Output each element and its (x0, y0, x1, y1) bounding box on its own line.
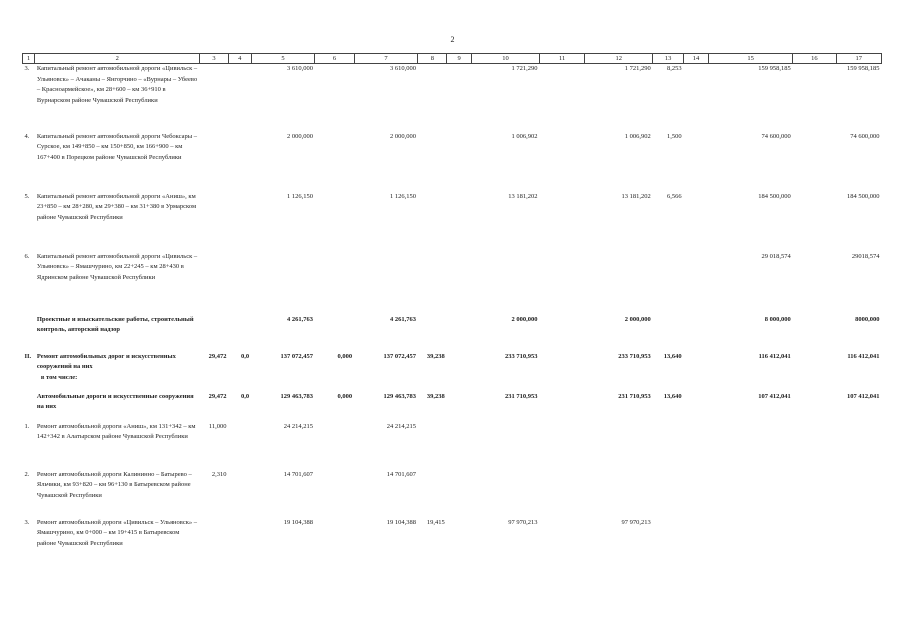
column-header: 10 (471, 54, 539, 64)
row-value: 39,238 (426, 352, 445, 360)
row-value: 74 600,000 (761, 132, 791, 140)
row-value (539, 132, 584, 192)
row-value: 1 006,902 (511, 132, 538, 140)
row-value (228, 470, 251, 518)
column-header: 14 (684, 54, 709, 64)
row-value (447, 252, 472, 315)
row-value (653, 422, 684, 470)
row-value (315, 315, 354, 352)
table-row (23, 252, 882, 315)
row-value (653, 470, 684, 518)
row-value (539, 192, 584, 252)
row-value: 233 710,953 (618, 352, 651, 360)
row-value (793, 352, 836, 392)
row-value (418, 252, 447, 315)
row-value: 129 463,783 (383, 392, 416, 400)
row-value: 8,253 (667, 65, 682, 72)
row-value: 1 126,150 (286, 192, 313, 200)
row-value (539, 64, 584, 132)
row-value (418, 422, 447, 470)
row-value (315, 470, 354, 518)
row-description: Ремонт автомобильной дороги Калининно – Батырево – Яльчики, км 93+820 – км 96+130 в Батыревском районе Чувашской Республики (36, 470, 192, 499)
row-value: 116 412,041 (847, 352, 880, 360)
row-value: 107 412,041 (847, 392, 880, 400)
row-value (447, 470, 472, 518)
row-description (35, 352, 200, 392)
row-index (23, 315, 35, 352)
row-value (585, 252, 653, 315)
row-value (354, 252, 418, 315)
row-value (684, 422, 709, 470)
row-value (315, 192, 354, 252)
row-value: 8000,000 (855, 315, 880, 323)
row-value: 1 721,290 (511, 65, 538, 72)
row-value (539, 352, 584, 392)
row-value (793, 422, 836, 470)
row-value (228, 132, 251, 192)
row-value (447, 64, 472, 132)
row-value (653, 252, 684, 315)
row-value (539, 470, 584, 518)
table-row (23, 392, 882, 422)
row-value: 3 610,000 (286, 65, 313, 72)
row-value: 19 104,388 (283, 518, 313, 526)
row-value: 2 000,000 (624, 315, 651, 323)
row-value (447, 352, 472, 392)
row-value (793, 518, 836, 578)
row-value: 6,566 (667, 192, 682, 200)
column-header: 2 (35, 54, 200, 64)
row-value (539, 315, 584, 352)
row-description: Ремонт автомобильной дороги «Аниш», км 131+342 – км 142+342 в Алатырском районе Чувашской Республики (36, 422, 196, 440)
row-value: 97 970,213 (508, 518, 538, 526)
row-value (315, 64, 354, 132)
row-value: 14 701,607 (283, 470, 313, 478)
row-value: 24 214,215 (386, 422, 416, 430)
row-value (315, 422, 354, 470)
row-value (684, 64, 709, 132)
row-value: 13,640 (663, 352, 682, 360)
row-value (539, 252, 584, 315)
data-table (22, 53, 882, 578)
row-value (684, 315, 709, 352)
row-value (471, 252, 539, 315)
row-value (228, 315, 251, 352)
row-value: 0,000 (337, 392, 353, 400)
column-header: 17 (836, 54, 881, 64)
row-value (585, 470, 653, 518)
row-value (447, 132, 472, 192)
row-value (793, 315, 836, 352)
row-value: 29018,574 (851, 252, 880, 260)
row-value: 29,472 (208, 352, 227, 360)
row-value (684, 192, 709, 252)
row-value: 107 412,041 (758, 392, 791, 400)
row-value (228, 252, 251, 315)
row-value: 8 000,000 (764, 315, 791, 323)
row-value (585, 422, 653, 470)
row-value (793, 470, 836, 518)
row-value: 3 610,000 (389, 65, 416, 72)
row-value (539, 518, 584, 578)
row-value (418, 315, 447, 352)
row-value (251, 252, 315, 315)
row-value (708, 422, 792, 470)
row-value: 74 600,000 (850, 132, 880, 140)
table-row (23, 132, 882, 192)
row-subcaption: в том числе: (40, 373, 78, 381)
row-value (315, 518, 354, 578)
column-header: 13 (653, 54, 684, 64)
row-index: 3. (24, 65, 30, 72)
row-value (200, 64, 229, 132)
row-value (200, 192, 229, 252)
row-value: 0,0 (241, 352, 250, 360)
row-value (539, 422, 584, 470)
row-value (200, 132, 229, 192)
column-header: 7 (354, 54, 418, 64)
row-value (418, 132, 447, 192)
table-row (23, 470, 882, 518)
row-value: 1 006,902 (624, 132, 651, 140)
row-description: Проектные и изыскательские работы, строительный контроль, авторский надзор (36, 315, 194, 333)
row-value: 2 000,000 (286, 132, 313, 140)
row-index (23, 392, 35, 422)
row-value (684, 470, 709, 518)
row-value: 137 072,457 (280, 352, 313, 360)
column-number-row (23, 54, 882, 64)
row-value: 13 181,202 (508, 192, 538, 200)
row-value: 13 181,202 (621, 192, 651, 200)
row-index: 4. (24, 132, 30, 140)
row-value (793, 392, 836, 422)
table-row (23, 64, 882, 132)
row-value: 1,500 (667, 132, 682, 140)
row-value: 29,472 (208, 392, 227, 400)
row-value: 233 710,953 (504, 352, 538, 360)
row-value (793, 192, 836, 252)
row-value (228, 518, 251, 578)
row-value: 2 000,000 (511, 315, 538, 323)
column-header: 6 (315, 54, 354, 64)
row-value (793, 64, 836, 132)
column-header: 15 (708, 54, 792, 64)
row-value (200, 518, 229, 578)
row-value (684, 352, 709, 392)
column-header: 12 (585, 54, 653, 64)
row-description: Автомобильные дороги и искусственные сооружения на них (36, 392, 194, 410)
row-value: 29 018,574 (761, 252, 791, 260)
row-value (684, 252, 709, 315)
row-value (418, 192, 447, 252)
row-value (228, 64, 251, 132)
row-description: Капитальный ремонт автомобильной дороги Чебоксары – Сурское, км 149+850 – км 150+850, км 166+900 – км 167+400 в Порецком районе Чувашской Республики (36, 132, 198, 161)
row-value: 129 463,783 (280, 392, 313, 400)
row-value (471, 470, 539, 518)
row-description: Капитальный ремонт автомобильной дороги «Цивильск – Ульяновск» – Ачаканы – Янгорчино – «Вурнары – Убеево – Красноармейское», км 28+600 – км 36+910 в Вурнарском районе Чувашской Республики (36, 65, 198, 104)
row-value (793, 132, 836, 192)
row-value: 0,0 (241, 392, 250, 400)
row-value: 231 710,953 (618, 392, 651, 400)
row-value: 13,640 (663, 392, 682, 400)
table-row (23, 518, 882, 578)
row-value: 11,000 (208, 422, 227, 430)
row-value (836, 470, 881, 518)
row-value: 39,238 (426, 392, 445, 400)
row-value: 19 104,388 (386, 518, 416, 526)
row-value (228, 422, 251, 470)
row-value: 137 072,457 (383, 352, 416, 360)
row-index: 1. (24, 422, 30, 430)
row-value (315, 252, 354, 315)
row-value (200, 315, 229, 352)
row-value (836, 422, 881, 470)
row-value (447, 392, 472, 422)
row-value (447, 422, 472, 470)
row-value: 159 958,185 (847, 65, 880, 72)
row-value: 184 500,000 (758, 192, 791, 200)
row-value: 97 970,213 (621, 518, 651, 526)
row-value: 184 500,000 (847, 192, 880, 200)
row-value (684, 132, 709, 192)
row-value: 1 126,150 (389, 192, 416, 200)
row-value (653, 315, 684, 352)
column-header: 5 (251, 54, 315, 64)
row-value: 0,000 (337, 352, 353, 360)
row-value (653, 518, 684, 578)
row-value (447, 518, 472, 578)
table-row (23, 315, 882, 352)
row-value (418, 470, 447, 518)
row-value (708, 470, 792, 518)
row-value: 159 958,185 (758, 65, 791, 72)
column-header: 16 (793, 54, 836, 64)
row-value: 116 412,041 (758, 352, 791, 360)
row-value (708, 518, 792, 578)
column-header: 11 (539, 54, 584, 64)
row-value (228, 192, 251, 252)
row-value (447, 315, 472, 352)
row-value (200, 252, 229, 315)
column-header: 9 (447, 54, 472, 64)
column-header: 1 (23, 54, 35, 64)
row-description: Капитальный ремонт автомобильной дороги «Цивильск – Ульяновск» – Ямашчурино, км 22+245 – км 28+430 в Ядринском районе Чувашской Республики (36, 252, 198, 281)
row-value: 231 710,953 (504, 392, 538, 400)
row-value: 24 214,215 (283, 422, 313, 430)
row-index: 3. (24, 518, 30, 526)
table-row (23, 352, 882, 392)
row-value: 1 721,290 (624, 65, 651, 72)
row-value: 4 261,763 (389, 315, 416, 323)
column-header: 3 (200, 54, 229, 64)
row-value: 19,415 (426, 518, 445, 526)
row-value: 4 261,763 (286, 315, 313, 323)
row-index: 5. (24, 192, 30, 200)
row-value (793, 252, 836, 315)
table-row (23, 192, 882, 252)
row-value (447, 192, 472, 252)
row-index: 2. (24, 470, 30, 478)
row-value (471, 422, 539, 470)
table-row (23, 422, 882, 470)
row-description-text: Ремонт автомобильных дорог и искусственных сооружений на них (36, 352, 176, 370)
row-description: Капитальный ремонт автомобильной дороги «Аниш», км 23+850 – км 28+280, км 29+380 – км 31+380 в Урмарском районе Чувашской Республики (36, 192, 197, 221)
row-index: II. (24, 352, 32, 360)
column-header: 4 (228, 54, 251, 64)
row-value (684, 518, 709, 578)
row-value (836, 518, 881, 578)
row-value: 2 000,000 (389, 132, 416, 140)
row-value: 2,310 (211, 470, 227, 478)
row-value (684, 392, 709, 422)
column-header: 8 (418, 54, 447, 64)
row-value: 14 701,607 (386, 470, 416, 478)
row-value (315, 132, 354, 192)
row-index: 6. (24, 252, 30, 260)
row-value (418, 64, 447, 132)
row-description: Ремонт автомобильной дороги «Цивильск – Ульяновск» – Ямашчурино, км 0+000 – км 19+415 в Батыревском районе Чувашской Республики (36, 518, 197, 547)
page-number: 2 (450, 35, 455, 44)
row-value (539, 392, 584, 422)
